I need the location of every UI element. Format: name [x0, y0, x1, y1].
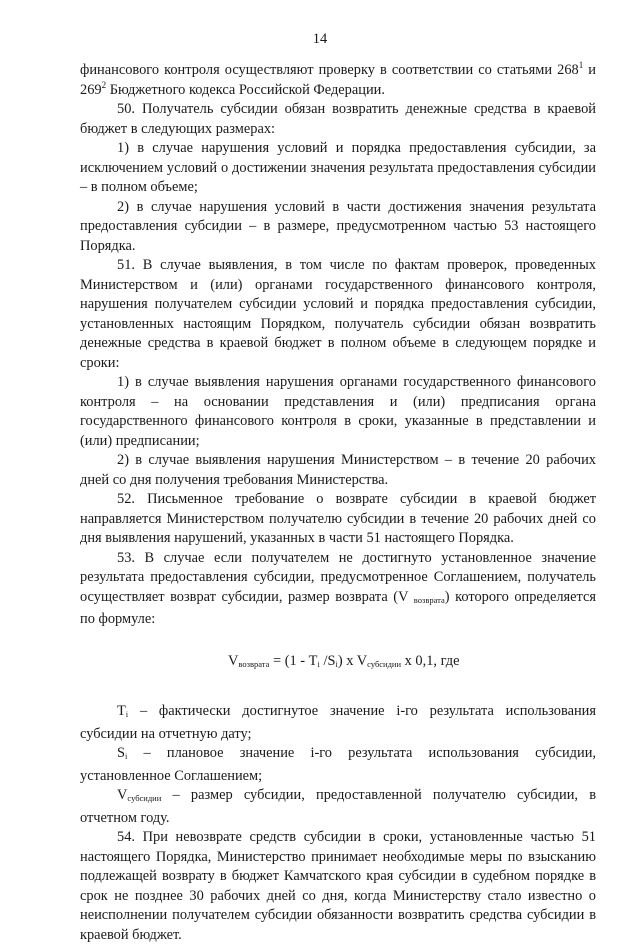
paragraph-53: 53. В случае если получателем не достигнуто установленное значение результата предоставления субсидии, предусмотренное Соглашением, получатель осуществляет возврат субсидии, размер возврата (V возврата) которого определяется по формуле: [80, 549, 596, 627]
paragraph-51: 51. В случае выявления, в том числе по фактам проверок, проведенных Министерством и (или) органами государственного финансового контроля, нарушения получателем субсидии условий и порядка предоставления субсидии, установленных настоящим Порядком, получатель субсидии обязан возвратить денежные средства в краевой бюджет в полном объеме в следующем порядке и сроки: [80, 257, 596, 371]
definition-s: Si – плановое значение i-го результата использования субсидии, установленное Соглашением; [80, 745, 596, 784]
definition-v: Vсубсидии – размер субсидии, предоставленной получателю субсидии, в отчетном году. [80, 787, 596, 826]
paragraph-50-item-1: 1) в случае нарушения условий и порядка предоставления субсидии, за исключением условий о достижении значения результата предоставления субсидии – в полном объеме; [80, 140, 596, 195]
paragraph-50: 50. Получатель субсидии обязан возвратить денежные средства в краевой бюджет в следующих размерах: [80, 101, 596, 137]
return-formula: Vвозврата = (1 - Ti /Si) x Vсубсидии x 0,1, где [228, 652, 460, 669]
paragraph-54: 54. При невозврате средств субсидии в сроки, установленные частью 51 настоящего Порядка, Министерство принимает необходимые меры по взысканию подлежащей возврату в бюджет Камчатского края субсидии в судебном порядке в срок не позднее 30 рабочих дней со дня, когда Министерству стало известно о неисполнении получателем субсидии обязанности возвратить средства субсидии в краевой бюджет. [80, 829, 596, 943]
paragraph-52: 52. Письменное требование о возврате субсидии в краевой бюджет направляется Министерством получателю субсидии в течение 20 рабочих дней со дня выявления нарушений, указанных в части 51 настоящего Порядка. [80, 491, 596, 546]
definition-t: Ti – фактически достигнутое значение i-го результата использования субсидии на отчетную дату; [80, 703, 596, 742]
paragraph-continuation: финансового контроля осуществляют проверку в соответствии со статьями $268^1$ и $269^2$ Бюджетного кодекса Российской Федерации. [80, 60, 596, 98]
page-number: 14 [312, 31, 328, 47]
paragraph-51-item-2: 2) в случае выявления нарушения Министерством – в течение 20 рабочих дней со дня получения требования Министерства. [80, 452, 596, 488]
paragraph-50-item-2: 2) в случае нарушения условий в части достижения значения результата предоставления субсидии – в размере, предусмотренном частью 53 настоящего Порядка. [80, 198, 596, 254]
paragraph-51-item-1: 1) в случае выявления нарушения органами государственного финансового контроля – на основании представления и (или) предписания органа государственного финансового контроля в сроки, указанные в представлении и (или) предписании; [80, 374, 596, 449]
document-body [80, 61, 596, 945]
